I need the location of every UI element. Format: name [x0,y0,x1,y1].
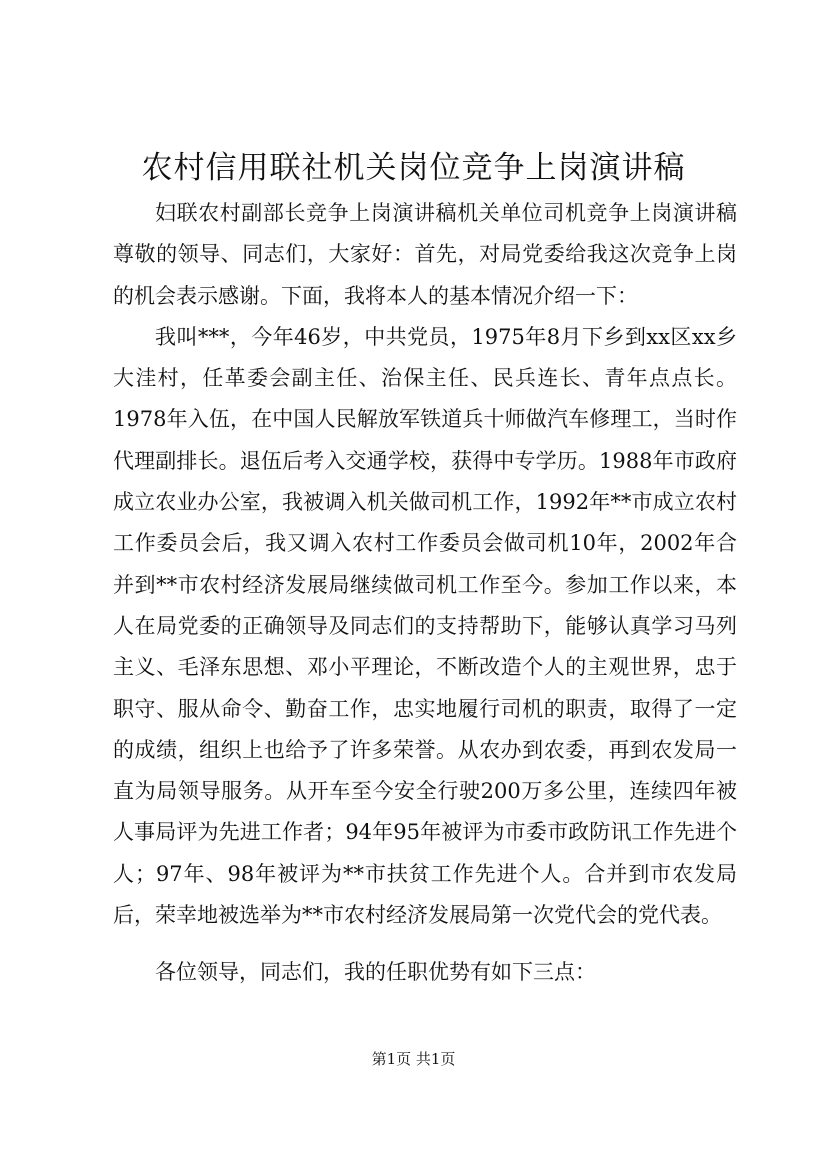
paragraph-advantages: 各位领导，同志们，我的任职优势有如下三点： [155,960,596,985]
page-number-footer: 第1页 共1页 [371,1050,456,1068]
document-body [113,193,737,994]
document-title: 农村信用联社机关岗位竞争上岗演讲稿 [141,150,686,186]
paragraph-background: 我叫***，今年46岁，中共党员，1975年8月下乡到xx区xx乡大洼村，任革委会副主任、治保主任、民兵连长、青年点点长。1978年入伍，在中国人民解放军铁道兵十师做汽车修理工，当时作代理副排长。退伍后考入交通学校，获得中专学历。1988年市政府成立农业办公室，我被调入机关做司机工作，1992年**市成立农村工作委员会后，我又调入农村工作委员会做司机10年，2002年合并到**市农村经济发展局继续做司机工作至今。参加工作以来，本人在局党委的正确领导及同志们的支持帮助下，能够认真学习马列主义、毛泽东思想、邓小平理论，不断改造个人的主观世界，忠于职守、服从命令、勤奋工作，忠实地履行司机的职责，取得了一定的成绩，组织上也给予了许多荣誉。从农办到农委，再到农发局一直为局领导服务。从开车至今安全行驶200万多公里，连续四年被人事局评为先进工作者；94年95年被评为市委市政防讯工作先进个人；97年、98年被评为**市扶贫工作先进个人。合并到市农发局后，荣幸地被选举为**市农村经济发展局第一次党代会的党代表。 [113,324,737,928]
paragraph-intro: 妇联农村副部长竞争上岗演讲稿机关单位司机竞争上岗演讲稿尊敬的领导、同志们，大家好：首先，对局党委给我这次竞争上岗的机会表示感谢。下面，我将本人的基本情况介绍一下： [113,201,737,308]
